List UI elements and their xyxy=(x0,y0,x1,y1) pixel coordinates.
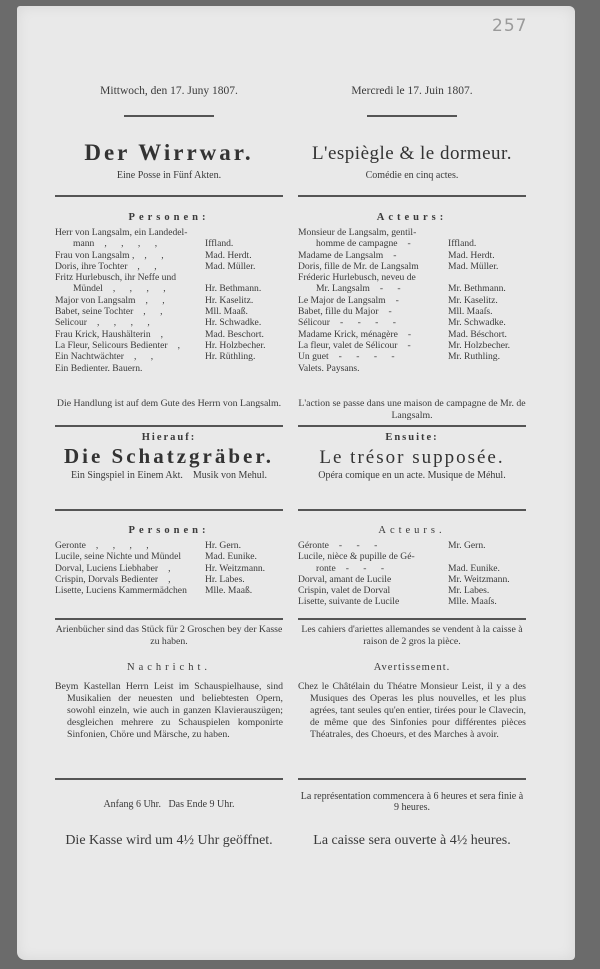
ornament-rule xyxy=(367,115,457,117)
cast-row xyxy=(298,585,526,596)
notice-fr: Chez le Châtélain du Théatre Monsieur Leist, il y a des Musiques des Operas les plus nouvelles, et les plus agrées, tant seules qu'en entier, tirées pour le Clavecin, de même que des Sinfonies pour différentes pièces Théatrales, des Choeurs, et des Marches à avoir. xyxy=(298,681,526,740)
actor-name: Iffland. xyxy=(448,238,477,250)
cast-row xyxy=(55,340,283,351)
cast-row xyxy=(55,540,283,551)
cast-row xyxy=(55,306,283,317)
actor-name: Mll. Maaß. xyxy=(205,306,248,318)
folio-number: 257 xyxy=(492,16,528,36)
role-name: Dorval, amant de Lucile xyxy=(298,573,392,585)
leader-dots: - - xyxy=(379,283,407,295)
leader-dots: - - - xyxy=(345,562,391,574)
divider xyxy=(55,778,283,780)
ornament-rule xyxy=(124,115,214,117)
role-name: Un guet xyxy=(298,351,329,363)
notice-heading-fr: Avertissement. xyxy=(373,662,451,673)
cast-row-continued xyxy=(55,283,283,294)
cast2-heading-fr: Acteurs. xyxy=(378,525,446,536)
actor-name: Hr. Gern. xyxy=(205,540,241,551)
libretto-note-de: Arienbücher sind das Stück für 2 Groschen bey der Kasse zu haben. xyxy=(55,624,283,647)
play1-subtitle-de: Eine Posse in Fünf Akten. xyxy=(116,170,222,181)
actor-name: Mr. Ruthling. xyxy=(448,351,500,363)
german-column xyxy=(55,0,283,969)
role-name: Doris, ihre Tochter xyxy=(55,260,128,272)
actor-name: Mad. Herdt. xyxy=(205,249,252,261)
cast2-heading-de: Personen: xyxy=(128,525,210,536)
divider xyxy=(298,618,526,620)
role-name: Crispin, Dorvals Bedienter xyxy=(55,573,159,585)
role-name: Selicour xyxy=(55,317,87,329)
divider xyxy=(298,778,526,780)
notice-heading-de: Nachricht. xyxy=(126,662,212,673)
role-name: Sélicour xyxy=(298,317,330,329)
role-name: Dorval, Luciens Liebhaber xyxy=(55,562,159,574)
cast1-list-de xyxy=(55,227,283,374)
role-name: Fritz Hurlebusch, ihr Neffe und xyxy=(55,272,177,284)
cast-row xyxy=(55,329,283,340)
cast-row xyxy=(298,329,526,340)
cast-row xyxy=(298,551,526,562)
role-name: Lisette, Luciens Kammermädchen xyxy=(55,585,187,597)
actor-name: Mr. Schwadke. xyxy=(448,317,506,329)
role-name: Frau Krick, Haushälterin xyxy=(55,328,151,340)
french-column xyxy=(298,0,526,969)
cast-row xyxy=(55,317,283,328)
leader-dots: - - - - xyxy=(338,351,401,363)
role-name: Herr von Langsalm, ein Landedel- xyxy=(55,227,188,238)
leader-dots: - xyxy=(407,238,417,250)
leader-dots: , xyxy=(168,573,177,585)
box-office-fr: La caisse sera ouverte à 4½ heures. xyxy=(313,833,511,848)
cast-row xyxy=(298,250,526,261)
libretto-note-fr: Les cahiers d'ariettes allemandes se vendent à la caisse à raison de 2 gros la pièce. xyxy=(301,624,523,647)
cast-row xyxy=(55,272,283,283)
actor-name: Hr. Weitzmann. xyxy=(205,562,266,574)
cast2-list-de xyxy=(55,540,283,596)
cast-row xyxy=(298,306,526,317)
role-name: La fleur, valet de Sélicour xyxy=(298,339,398,351)
cast-row xyxy=(298,272,526,283)
actor-name: Hr. Labes. xyxy=(205,573,245,585)
leader-dots: - xyxy=(388,306,398,318)
role-name: Valets. Paysans. xyxy=(298,362,360,374)
cast-row-continued xyxy=(298,283,526,294)
divider xyxy=(55,425,283,427)
actor-name: Mad. Beschort. xyxy=(205,328,264,340)
leader-dots: - xyxy=(393,249,403,261)
leader-dots: , , xyxy=(137,260,163,272)
actor-name: Hr. Bethmann. xyxy=(205,283,262,295)
divider xyxy=(55,618,283,620)
cast2-list-fr xyxy=(298,540,526,608)
role-name: Ein Nachtwächter xyxy=(55,351,124,363)
leader-dots: , , , , xyxy=(96,317,156,329)
role-name: Doris, fille de Mr. de Langsalm xyxy=(298,260,419,272)
cast-row xyxy=(55,551,283,562)
leader-dots: , , , , xyxy=(112,283,172,295)
role-name: Géronte xyxy=(298,540,329,551)
cast-row-continued xyxy=(298,238,526,249)
role-name: Lisette, suivante de Lucile xyxy=(298,596,400,608)
actor-name: Hr. Rüthling. xyxy=(205,351,256,363)
role-name-continued: Mündel xyxy=(73,283,103,295)
leader-dots: , , xyxy=(145,294,171,306)
leader-dots: - xyxy=(395,294,405,306)
role-name-continued: ronte xyxy=(316,562,336,574)
actor-name: Mad. Béschort. xyxy=(448,328,507,340)
role-name-continued: mann xyxy=(73,238,95,250)
cast-row xyxy=(55,351,283,362)
cast-row-continued xyxy=(298,563,526,574)
divider xyxy=(55,195,283,197)
role-name-continued: Mr. Langsalm xyxy=(316,283,370,295)
divider xyxy=(298,195,526,197)
cast-row xyxy=(298,574,526,585)
divider xyxy=(298,425,526,427)
cast-row xyxy=(298,317,526,328)
actor-name: Mll. Maaſs. xyxy=(448,306,493,318)
role-name: Frau von Langsalm , xyxy=(55,249,135,261)
actor-name: Mad. Müller. xyxy=(448,260,499,272)
actor-name: Mlle. Maaß. xyxy=(205,585,253,597)
play2-title-fr: Le trésor supposée. xyxy=(319,447,505,468)
cast-row xyxy=(298,295,526,306)
play2-subtitle-de: Ein Singspiel in Einem Akt. Musik von Mehul. xyxy=(70,470,268,481)
play1-title-de: Der Wirrwar. xyxy=(84,140,254,165)
play2-title-de: Die Schatzgräber. xyxy=(63,444,275,468)
leader-dots: , , xyxy=(134,351,160,363)
actor-name: Hr. Schwadke. xyxy=(205,317,262,329)
role-name: Madame de Langsalm xyxy=(298,249,384,261)
cast-row xyxy=(298,261,526,272)
cast-row xyxy=(55,227,283,238)
cast-row xyxy=(55,295,283,306)
actor-name: Mr. Gern. xyxy=(448,540,486,551)
leader-dots: , xyxy=(168,562,177,574)
leader-dots: , xyxy=(177,339,186,351)
play1-subtitle-fr: Comédie en cinq actes. xyxy=(365,170,459,181)
cast-row xyxy=(298,363,526,374)
role-name: Madame Krick, ménagère xyxy=(298,328,398,340)
date-de: Mittwoch, den 17. Juny 1807. xyxy=(100,85,238,97)
role-name: Major von Langsalm xyxy=(55,294,136,306)
role-name-continued: homme de campagne xyxy=(316,238,398,250)
times-de: Anfang 6 Uhr. Das Ende 9 Uhr. xyxy=(103,799,235,810)
leader-dots: , , , , xyxy=(95,540,155,551)
then-de: Hierauf: xyxy=(141,432,197,443)
actor-name: Iffland. xyxy=(205,238,234,250)
role-name: Lucile, nièce & pupille de Gé- xyxy=(298,551,415,563)
role-name: Monsieur de Langsalm, gentil- xyxy=(298,227,417,238)
cast-row xyxy=(55,250,283,261)
cast-row xyxy=(55,363,283,374)
cast-row xyxy=(298,340,526,351)
times-fr: La représentation commencera à 6 heures et sera finie à 9 heures. xyxy=(300,791,524,813)
divider xyxy=(298,509,526,511)
actor-name: Mr. Bethmann. xyxy=(448,283,506,295)
cast1-heading-de: Personen: xyxy=(128,212,210,223)
box-office-de: Die Kasse wird um 4½ Uhr geöffnet. xyxy=(65,833,273,848)
actor-name: Mr. Kaselitz. xyxy=(448,294,498,306)
leader-dots: - xyxy=(407,328,418,340)
leader-dots: , , , , xyxy=(104,238,164,250)
cast-row xyxy=(298,540,526,551)
actor-name: Hr. Holzbecher. xyxy=(205,339,266,351)
role-name: Fréderic Hurlebusch, neveu de xyxy=(298,272,416,284)
cast1-heading-fr: Acteurs: xyxy=(376,212,448,223)
cast-row xyxy=(298,351,526,362)
actor-name: Mr. Holzbecher. xyxy=(448,339,511,351)
leader-dots: - - - xyxy=(338,540,384,551)
role-name: La Fleur, Selicours Bedienter xyxy=(55,339,168,351)
actor-name: Mlle. Maaſs. xyxy=(448,596,497,608)
role-name: Ein Bedienter. Bauern. xyxy=(55,362,143,374)
role-name: Crispin, valet de Dorval xyxy=(298,585,391,597)
then-fr: Ensuite: xyxy=(385,432,439,443)
play2-subtitle-fr: Opéra comique en un acte. Musique de Méhul. xyxy=(318,470,506,481)
cast-row xyxy=(298,596,526,607)
date-fr: Mercredi le 17. Juin 1807. xyxy=(351,85,473,97)
leader-dots: , xyxy=(160,328,170,340)
actor-name: Mr. Labes. xyxy=(448,585,490,597)
leader-dots: , , xyxy=(143,306,169,318)
cast-row xyxy=(55,574,283,585)
actor-name: Mad. Eunike. xyxy=(448,562,500,574)
leader-dots: - - - - xyxy=(339,317,402,329)
actor-name: Mr. Weitzmann. xyxy=(448,573,510,585)
divider xyxy=(55,509,283,511)
actor-name: Mad. Herdt. xyxy=(448,249,495,261)
leader-dots: - xyxy=(407,339,417,351)
cast-row xyxy=(55,585,283,596)
actor-name: Mad. Müller. xyxy=(205,260,256,272)
role-name: Geronte xyxy=(55,540,86,551)
play1-title-fr: L'espiègle & le dormeur. xyxy=(311,143,513,164)
role-name: Babet, seine Tochter xyxy=(55,306,134,318)
cast-row xyxy=(298,227,526,238)
setting1-de: Die Handlung ist auf dem Gute des Herrn von Langsalm. xyxy=(56,398,282,409)
actor-name: Hr. Kaselitz. xyxy=(205,294,254,306)
role-name: Le Major de Langsalm xyxy=(298,294,386,306)
actor-name: Mad. Eunike. xyxy=(205,551,257,563)
cast-row xyxy=(55,563,283,574)
cast1-list-fr xyxy=(298,227,526,374)
role-name: Babet, fille du Major xyxy=(298,306,379,318)
setting1-fr: L'action se passe dans une maison de campagne de Mr. de Langsalm. xyxy=(298,398,526,421)
role-name: Lucile, seine Nichte und Mündel xyxy=(55,551,182,563)
leader-dots: , , xyxy=(144,249,170,261)
cast-row xyxy=(55,261,283,272)
cast-row-continued xyxy=(55,238,283,249)
notice-de: Beym Kastellan Herrn Leist im Schauspielhause, sind Musikalien der neuesten und beliebtesten Opern, sowohl einzeln, wie auch in ganzen Klavierauszügen; desgleichen mehrere zu Schauspielen komponirte Sinfonien, Chöre und Märsche, zu haben. xyxy=(55,681,283,740)
